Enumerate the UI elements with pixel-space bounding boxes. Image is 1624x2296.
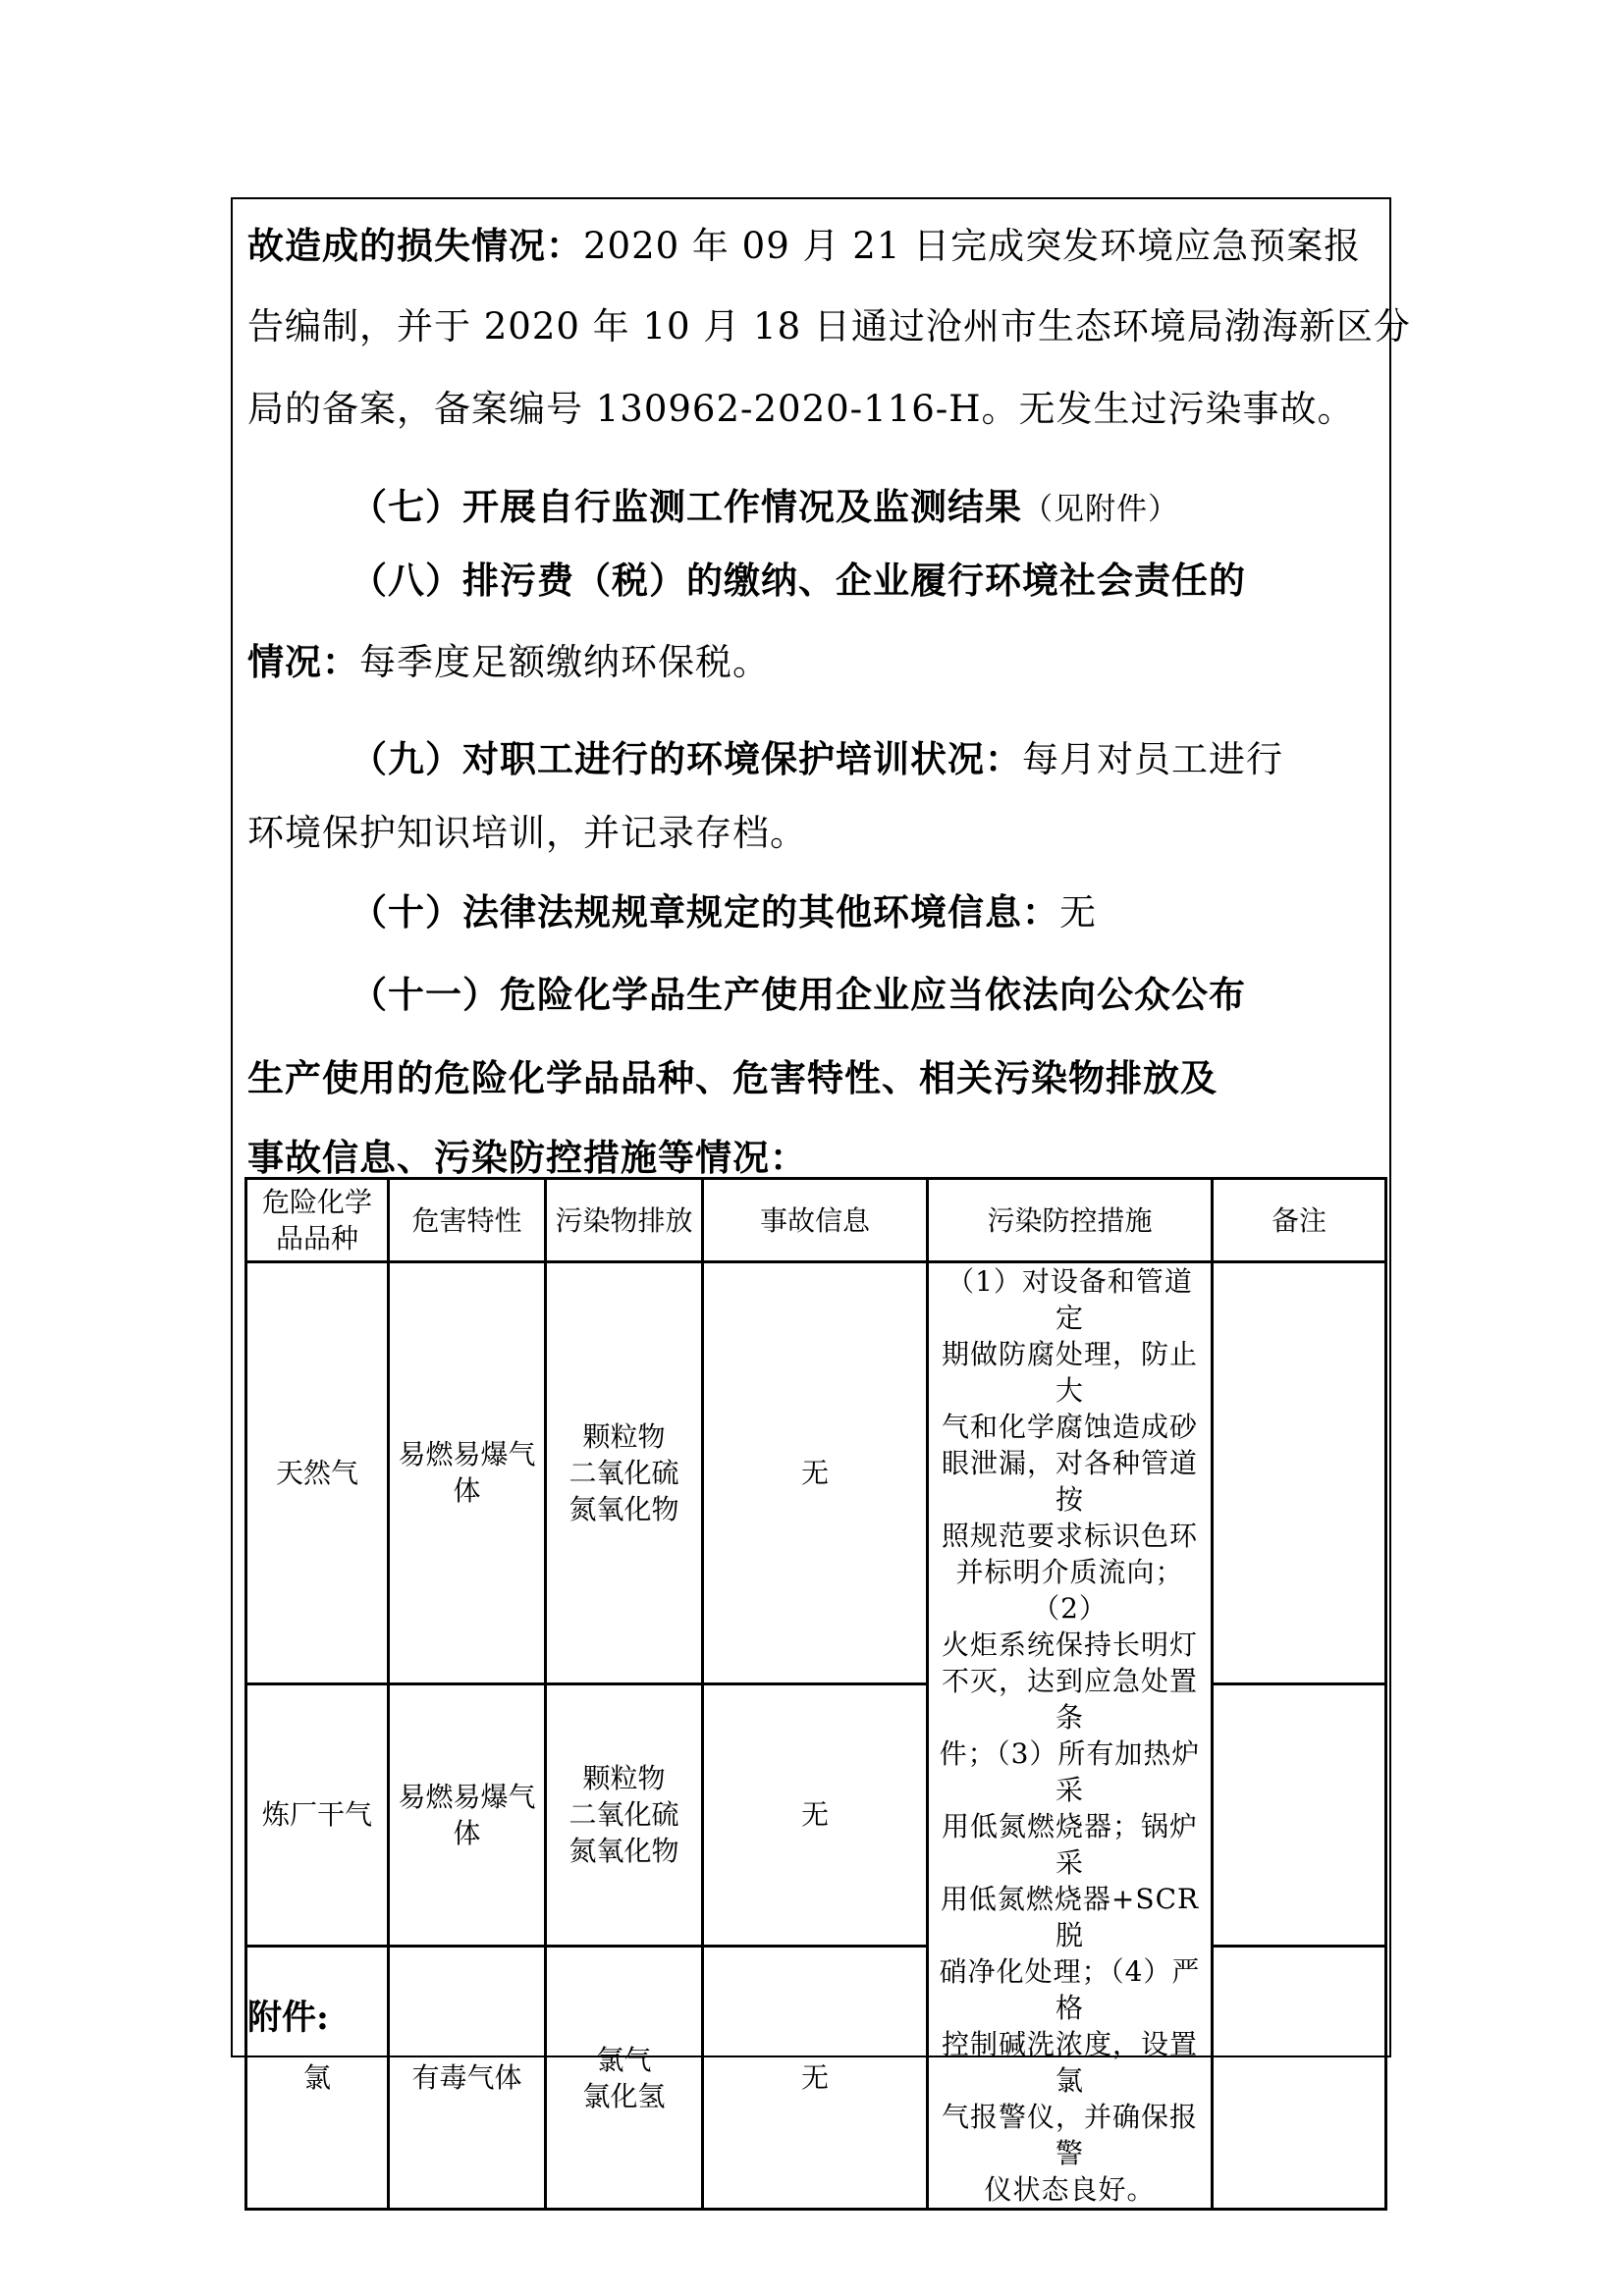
section-10 — [351, 890, 1097, 934]
cell-remark — [1213, 1947, 1386, 2210]
loss-line-2: 告编制，并于 2020 年 10 月 18 日通过沧州市生态环境局渤海新区分 — [247, 305, 1411, 347]
header-hazard: 危害特性 — [389, 1179, 546, 1262]
header-incident: 事故信息 — [703, 1179, 928, 1262]
header-chemical: 危险化学 品品种 — [246, 1179, 389, 1262]
table-row — [246, 1262, 1386, 1684]
table-header-row — [246, 1179, 1386, 1262]
section-10-text: 无 — [1059, 891, 1097, 934]
section-11-line-3: 事故信息、污染防控措施等情况： — [247, 1136, 807, 1179]
cell-pollutants: 颗粒物 二氧化硫 氮氧化物 — [546, 1683, 703, 1947]
cell-pollutants: 氯气 氯化氢 — [546, 1947, 703, 2210]
cell-incident: 无 — [703, 1683, 928, 1947]
cell-incident: 无 — [703, 1947, 928, 2210]
loss-line-3: 局的备案，备案编号 130962-2020-116-H。无发生过污染事故。 — [247, 388, 1355, 430]
attachment-label: 附件: — [247, 1998, 329, 2038]
table-row — [246, 1683, 1386, 1947]
section-8-heading-2: 情况： — [247, 640, 359, 683]
cell-incident: 无 — [703, 1262, 928, 1684]
section-8-text: 每季度足额缴纳环保税。 — [359, 641, 770, 683]
section-9-text-1: 每月对员工进行 — [1022, 738, 1283, 780]
cell-chemical: 天然气 — [246, 1262, 389, 1684]
loss-text-1: 2020 年 09 月 21 日完成突发环境应急预案报 — [583, 225, 1362, 267]
section-7-heading: （七）开展自行监测工作情况及监测结果 — [351, 485, 1022, 528]
header-remark: 备注 — [1213, 1179, 1386, 1262]
section-11-line-2: 生产使用的危险化学品品种、危害特性、相关污染物排放及 — [247, 1056, 1218, 1099]
hazardous-chemicals-table — [244, 1177, 1387, 2211]
section-7 — [351, 485, 1179, 531]
cell-chemical: 炼厂干气 — [246, 1683, 389, 1947]
header-pollutants: 污染物排放 — [546, 1179, 703, 1262]
section-9-text-2: 环境保护知识培训，并记录存档。 — [247, 812, 807, 854]
cell-remark — [1213, 1262, 1386, 1684]
section-9-heading: （九）对职工进行的环境保护培训状况： — [351, 737, 1022, 780]
cell-measures: （1）对设备和管道定 期做防腐处理，防止大 气和化学腐蚀造成砂 眼泄漏，对各种管道按 照规范要求标识色环 并标明介质流向；（2） 火炬系统保持长明灯 不灭，达到应急处置条 件；（3）所有加热炉采 用低氮燃烧器；锅炉采 用低氮燃烧器+SCR 脱 硝净化处理；（4）严格 控制碱洗浓度，设置氯 气报警仪，并确保报警 仪状态良好。 — [928, 1262, 1213, 2210]
section-11-line-1: （十一）危险化学品生产使用企业应当依法向公众公布 — [351, 973, 1246, 1016]
section-10-heading: （十）法律法规规章规定的其他环境信息： — [351, 890, 1059, 934]
cell-remark — [1213, 1683, 1386, 1947]
section-8-line-2 — [247, 640, 770, 684]
cell-hazard: 有毒气体 — [389, 1947, 546, 2210]
section-9 — [351, 737, 1283, 781]
cell-pollutants: 颗粒物 二氧化硫 氮氧化物 — [546, 1262, 703, 1684]
header-measures: 污染防控措施 — [928, 1179, 1213, 1262]
loss-heading: 故造成的损失情况： — [247, 224, 583, 267]
table-row — [246, 1947, 1386, 2210]
loss-line-1 — [247, 224, 1361, 268]
cell-hazard: 易燃易爆气 体 — [389, 1683, 546, 1947]
cell-chemical: 氯 — [246, 1947, 389, 2210]
section-8-heading-1: （八）排污费（税）的缴纳、企业履行环境社会责任的 — [351, 559, 1246, 602]
section-7-note: （见附件） — [1022, 492, 1179, 527]
cell-hazard: 易燃易爆气 体 — [389, 1262, 546, 1684]
